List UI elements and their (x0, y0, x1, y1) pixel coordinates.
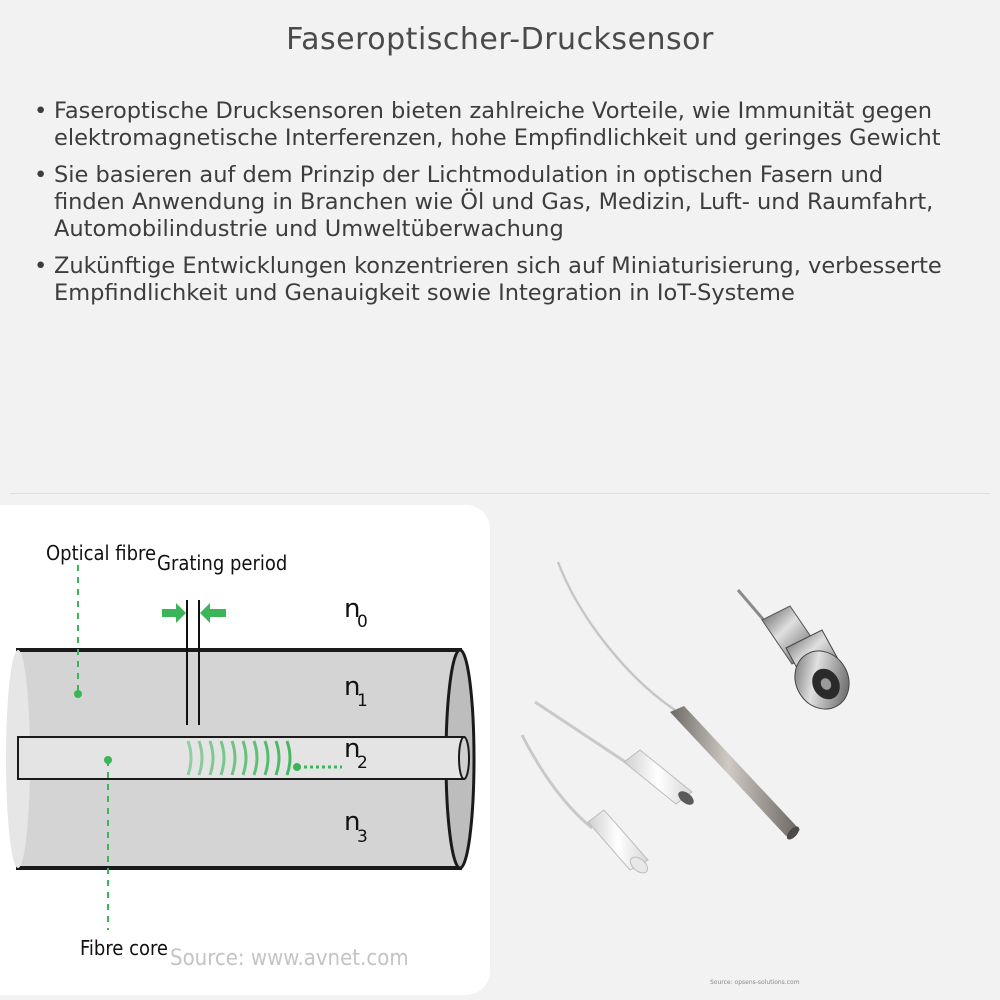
page-title: Faseroptischer-Drucksensor (286, 22, 714, 57)
svg-text:0: 0 (357, 612, 368, 632)
optical-fibre-dot (74, 690, 82, 698)
bullet-item: • Faseroptische Drucksensoren bieten zahlreiche Vorteile, wie Immunität gegen elektromagnetische Interferenzen, hohe Empfindlichkeit und geringes Gewicht (32, 98, 952, 152)
svg-text:n: n (344, 672, 361, 702)
bullet-list (32, 98, 952, 317)
diagram-source: Source: www.avnet.com (170, 946, 409, 971)
optical-fibre-label: Optical fibre (46, 541, 157, 565)
svg-text:3: 3 (357, 827, 368, 847)
index-n0 (344, 594, 368, 632)
bullet-item: • Sie basieren auf dem Prinzip der Lichtmodulation in optischen Fasern und finden Anwendung in Branchen wie Öl und Gas, Medizin, Luft- und Raumfahrt, Automobilindustrie und Umweltüberwachung (32, 162, 952, 243)
fibre-diagram (0, 505, 490, 995)
n2-dot (293, 763, 301, 771)
sensor-photo (500, 540, 1000, 960)
svg-text:1: 1 (357, 691, 368, 711)
divider (10, 493, 990, 494)
svg-text:n: n (344, 807, 361, 837)
grating-period-label: Grating period (157, 551, 288, 575)
sensor-photo-svg (500, 540, 1000, 960)
fibre-connector (738, 590, 860, 719)
fibre-core-label: Fibre core (80, 936, 168, 960)
photo-credit: Source: opsens-solutions.com (710, 979, 800, 986)
grating-period-arrows (162, 603, 226, 623)
bullet-item: • Zukünftige Entwicklungen konzentrieren sich auf Miniaturisierung, verbesserte Empfindlichkeit und Genauigkeit sowie Integration in IoT-Systeme (32, 253, 952, 307)
svg-text:n: n (344, 594, 361, 624)
ceramic-sensor-upper (535, 702, 696, 807)
svg-text:2: 2 (357, 753, 368, 773)
fibre-core-dot (104, 756, 112, 764)
svg-text:n: n (344, 734, 361, 764)
fibre-diagram-svg (0, 505, 490, 995)
